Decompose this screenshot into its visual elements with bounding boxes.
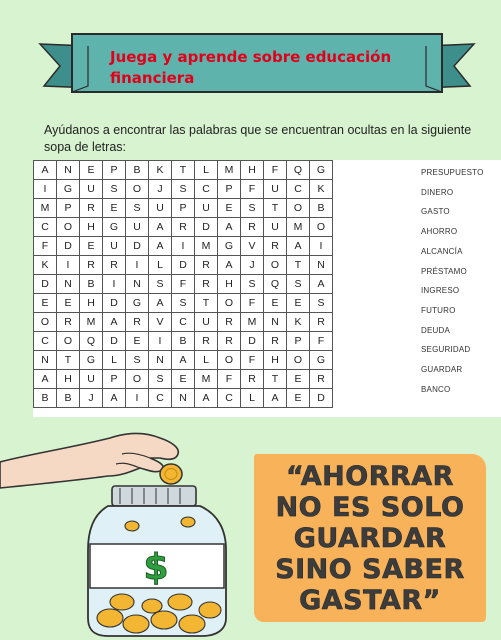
grid-cell[interactable]: F — [310, 332, 333, 351]
grid-cell[interactable]: D — [126, 237, 149, 256]
grid-cell[interactable]: E — [103, 199, 126, 218]
grid-cell[interactable]: R — [264, 332, 287, 351]
grid-cell[interactable]: H — [241, 161, 264, 180]
banner-title: Juega y aprende sobre educación financiera — [110, 48, 392, 87]
grid-cell[interactable]: E — [80, 161, 103, 180]
grid-cell[interactable]: E — [287, 294, 310, 313]
grid-cell[interactable]: D — [241, 332, 264, 351]
grid-cell[interactable]: N — [34, 351, 57, 370]
grid-cell[interactable]: O — [287, 351, 310, 370]
grid-cell[interactable]: R — [241, 218, 264, 237]
grid-cell[interactable]: R — [57, 313, 80, 332]
grid-cell[interactable]: H — [264, 351, 287, 370]
grid-cell[interactable]: Q — [264, 275, 287, 294]
grid-cell[interactable]: U — [80, 370, 103, 389]
grid-cell[interactable]: J — [149, 180, 172, 199]
grid-cell[interactable]: T — [57, 351, 80, 370]
grid-cell[interactable]: R — [241, 370, 264, 389]
grid-cell[interactable]: T — [195, 294, 218, 313]
grid-row — [34, 237, 333, 256]
grid-cell[interactable]: G — [310, 161, 333, 180]
grid-cell[interactable]: C — [287, 180, 310, 199]
grid-cell[interactable]: O — [264, 256, 287, 275]
quote-line-3: GUARDAR — [293, 523, 447, 554]
grid-cell[interactable]: D — [172, 256, 195, 275]
grid-cell[interactable]: E — [287, 389, 310, 408]
grid-cell[interactable]: U — [264, 218, 287, 237]
grid-cell[interactable]: R — [195, 275, 218, 294]
grid-cell[interactable]: A — [218, 256, 241, 275]
grid-cell[interactable]: M — [195, 370, 218, 389]
grid-cell[interactable]: M — [80, 313, 103, 332]
grid-cell[interactable]: L — [195, 161, 218, 180]
grid-cell[interactable]: I — [126, 389, 149, 408]
word-search-panel — [33, 160, 501, 417]
grid-cell[interactable]: C — [149, 389, 172, 408]
grid-row — [34, 351, 333, 370]
grid-cell[interactable]: E — [287, 370, 310, 389]
word-list-item: AHORRO — [421, 227, 458, 237]
grid-cell[interactable]: C — [172, 313, 195, 332]
word-list-item: INGRESO — [421, 286, 460, 296]
grid-cell[interactable]: S — [149, 275, 172, 294]
grid-cell[interactable]: F — [241, 180, 264, 199]
word-list-item: FUTURO — [421, 305, 456, 315]
grid-cell[interactable]: I — [34, 180, 57, 199]
grid-cell[interactable]: Q — [287, 161, 310, 180]
grid-cell[interactable]: O — [310, 218, 333, 237]
grid-cell[interactable]: G — [80, 351, 103, 370]
grid-cell[interactable]: M — [34, 199, 57, 218]
grid-cell[interactable]: L — [195, 351, 218, 370]
grid-cell[interactable]: F — [172, 275, 195, 294]
grid-cell[interactable]: O — [218, 294, 241, 313]
grid-cell[interactable]: A — [103, 389, 126, 408]
grid-cell[interactable]: U — [103, 237, 126, 256]
grid-row — [34, 370, 333, 389]
word-list-item: BANCO — [421, 384, 451, 394]
grid-cell[interactable]: D — [103, 332, 126, 351]
grid-cell[interactable]: R — [195, 256, 218, 275]
grid-cell[interactable]: G — [218, 237, 241, 256]
grid-cell[interactable]: K — [149, 161, 172, 180]
grid-cell[interactable]: N — [57, 275, 80, 294]
grid-cell[interactable]: B — [57, 389, 80, 408]
grid-cell[interactable]: S — [287, 275, 310, 294]
grid-cell[interactable]: P — [57, 199, 80, 218]
word-list-item: PRÉSTAMO — [421, 266, 467, 276]
grid-cell[interactable]: S — [172, 180, 195, 199]
grid-cell[interactable]: R — [264, 237, 287, 256]
grid-cell[interactable]: O — [57, 332, 80, 351]
grid-row — [34, 332, 333, 351]
grid-cell[interactable]: A — [103, 313, 126, 332]
word-list-item: PRESUPUESTO — [421, 168, 484, 177]
grid-cell[interactable]: C — [195, 180, 218, 199]
instructions-text: Ayúdanos a encontrar las palabras que se encuentran ocultas en la siguiente sopa de letras: — [44, 123, 472, 154]
grid-cell[interactable]: J — [241, 256, 264, 275]
grid-cell[interactable]: S — [149, 370, 172, 389]
grid-cell[interactable]: H — [218, 275, 241, 294]
quote-line-2: NO ES SOLO — [275, 492, 465, 523]
grid-cell[interactable]: T — [264, 199, 287, 218]
grid-cell[interactable]: T — [264, 370, 287, 389]
grid-cell[interactable]: R — [310, 313, 333, 332]
grid-cell[interactable]: P — [287, 332, 310, 351]
grid-cell[interactable]: B — [172, 332, 195, 351]
grid-cell[interactable]: N — [264, 313, 287, 332]
grid-cell[interactable]: S — [126, 199, 149, 218]
grid-cell[interactable]: N — [149, 351, 172, 370]
grid-cell[interactable]: N — [310, 256, 333, 275]
grid-cell[interactable]: I — [103, 275, 126, 294]
grid-cell[interactable]: D — [195, 218, 218, 237]
grid-cell[interactable]: V — [149, 313, 172, 332]
grid-cell[interactable]: O — [126, 180, 149, 199]
grid-cell[interactable]: M — [195, 237, 218, 256]
grid-cell[interactable]: A — [287, 237, 310, 256]
grid-cell[interactable]: P — [103, 370, 126, 389]
grid-cell[interactable]: O — [57, 218, 80, 237]
dollar-sign-icon — [138, 546, 174, 586]
word-list-item: DINERO — [421, 187, 454, 197]
grid-cell[interactable]: I — [172, 237, 195, 256]
grid-row — [34, 313, 333, 332]
grid-cell[interactable]: A — [195, 389, 218, 408]
grid-cell[interactable]: R — [195, 332, 218, 351]
grid-cell[interactable]: R — [218, 332, 241, 351]
grid-cell[interactable]: K — [310, 180, 333, 199]
grid-cell[interactable]: M — [287, 218, 310, 237]
grid-cell[interactable]: D — [34, 275, 57, 294]
grid-cell[interactable]: A — [34, 161, 57, 180]
grid-cell[interactable]: I — [57, 256, 80, 275]
grid-cell[interactable]: D — [103, 294, 126, 313]
grid-cell[interactable]: O — [34, 313, 57, 332]
grid-cell[interactable]: O — [287, 199, 310, 218]
grid-cell[interactable]: R — [310, 370, 333, 389]
grid-cell[interactable]: M — [241, 313, 264, 332]
grid-cell[interactable]: A — [310, 275, 333, 294]
grid-cell[interactable]: C — [218, 389, 241, 408]
grid-cell[interactable]: P — [218, 180, 241, 199]
grid-cell[interactable]: A — [34, 370, 57, 389]
grid-cell[interactable]: I — [310, 237, 333, 256]
grid-cell[interactable]: U — [195, 199, 218, 218]
svg-text:$: $ — [143, 547, 169, 586]
word-list-item: ALCANCÍA — [421, 246, 463, 256]
grid-row — [34, 218, 333, 237]
grid-cell[interactable]: R — [218, 313, 241, 332]
grid-cell[interactable]: A — [264, 389, 287, 408]
grid-cell[interactable]: A — [172, 351, 195, 370]
grid-cell[interactable]: G — [103, 218, 126, 237]
grid-cell[interactable]: K — [34, 256, 57, 275]
grid-cell[interactable]: H — [57, 370, 80, 389]
grid-cell[interactable]: M — [218, 161, 241, 180]
grid-cell[interactable]: C — [34, 218, 57, 237]
grid-row — [34, 294, 333, 313]
grid-cell[interactable]: H — [80, 218, 103, 237]
grid-cell[interactable]: F — [34, 237, 57, 256]
grid-cell[interactable]: F — [264, 161, 287, 180]
grid-row — [34, 389, 333, 408]
grid-cell[interactable]: I — [149, 332, 172, 351]
quote-box — [254, 454, 486, 622]
grid-cell[interactable]: S — [103, 180, 126, 199]
word-list-item: GUARDAR — [421, 365, 463, 374]
grid-cell[interactable]: N — [172, 389, 195, 408]
word-list-item: SEGURIDAD — [421, 345, 471, 355]
word-list-item: DEUDA — [421, 325, 451, 335]
grid-cell[interactable]: J — [80, 389, 103, 408]
grid-cell[interactable]: F — [241, 351, 264, 370]
grid-cell[interactable]: A — [149, 237, 172, 256]
grid-cell[interactable]: T — [172, 161, 195, 180]
grid-cell[interactable]: C — [34, 332, 57, 351]
grid-cell[interactable]: N — [57, 161, 80, 180]
grid-row — [34, 199, 333, 218]
letter-grid — [33, 160, 333, 408]
grid-row — [34, 275, 333, 294]
grid-cell[interactable]: T — [287, 256, 310, 275]
grid-cell[interactable]: E — [218, 199, 241, 218]
grid-cell[interactable]: F — [241, 294, 264, 313]
grid-cell[interactable]: R — [172, 218, 195, 237]
grid-cell[interactable]: U — [264, 180, 287, 199]
grid-cell[interactable]: L — [241, 389, 264, 408]
grid-cell[interactable]: R — [80, 199, 103, 218]
grid-cell[interactable]: B — [126, 161, 149, 180]
grid-cell[interactable]: B — [34, 389, 57, 408]
grid-cell[interactable]: L — [103, 351, 126, 370]
quote-line-5: GASTAR” — [299, 585, 441, 616]
grid-cell[interactable]: Q — [80, 332, 103, 351]
grid-cell[interactable]: K — [287, 313, 310, 332]
quote-line-1: “AHORRAR — [286, 461, 454, 492]
grid-cell[interactable]: D — [57, 237, 80, 256]
grid-cell[interactable]: U — [80, 180, 103, 199]
grid-cell[interactable]: U — [149, 199, 172, 218]
grid-cell[interactable]: F — [218, 370, 241, 389]
grid-cell[interactable]: B — [310, 199, 333, 218]
grid-cell[interactable]: R — [103, 256, 126, 275]
grid-cell[interactable]: E — [34, 294, 57, 313]
grid-cell[interactable]: A — [218, 218, 241, 237]
grid-row — [34, 161, 333, 180]
grid-cell[interactable]: R — [126, 313, 149, 332]
grid-cell[interactable]: S — [310, 294, 333, 313]
grid-cell[interactable]: D — [310, 389, 333, 408]
grid-cell[interactable]: P — [103, 161, 126, 180]
grid-cell[interactable]: G — [57, 180, 80, 199]
word-list-item: GASTO — [421, 207, 450, 217]
grid-cell[interactable]: S — [241, 199, 264, 218]
grid-cell[interactable]: E — [126, 332, 149, 351]
grid-cell[interactable]: S — [126, 351, 149, 370]
grid-cell[interactable]: G — [126, 294, 149, 313]
grid-cell[interactable]: G — [310, 351, 333, 370]
quote-line-4: SINO SABER — [275, 554, 465, 585]
grid-cell[interactable]: E — [80, 237, 103, 256]
grid-cell[interactable]: R — [80, 256, 103, 275]
grid-row — [34, 256, 333, 275]
grid-cell[interactable]: H — [80, 294, 103, 313]
grid-cell[interactable]: L — [149, 256, 172, 275]
grid-cell[interactable]: N — [126, 275, 149, 294]
grid-row — [34, 180, 333, 199]
grid-cell[interactable]: P — [172, 199, 195, 218]
grid-cell[interactable]: S — [172, 294, 195, 313]
grid-cell[interactable]: U — [126, 218, 149, 237]
grid-cell[interactable]: E — [57, 294, 80, 313]
grid-cell[interactable]: O — [218, 351, 241, 370]
grid-cell[interactable]: A — [149, 218, 172, 237]
grid-cell[interactable]: E — [264, 294, 287, 313]
grid-cell[interactable]: B — [80, 275, 103, 294]
grid-cell[interactable]: V — [241, 237, 264, 256]
grid-cell[interactable]: I — [126, 256, 149, 275]
grid-cell[interactable]: U — [195, 313, 218, 332]
grid-cell[interactable]: A — [149, 294, 172, 313]
grid-cell[interactable]: S — [241, 275, 264, 294]
grid-cell[interactable]: E — [172, 370, 195, 389]
grid-cell[interactable]: O — [126, 370, 149, 389]
